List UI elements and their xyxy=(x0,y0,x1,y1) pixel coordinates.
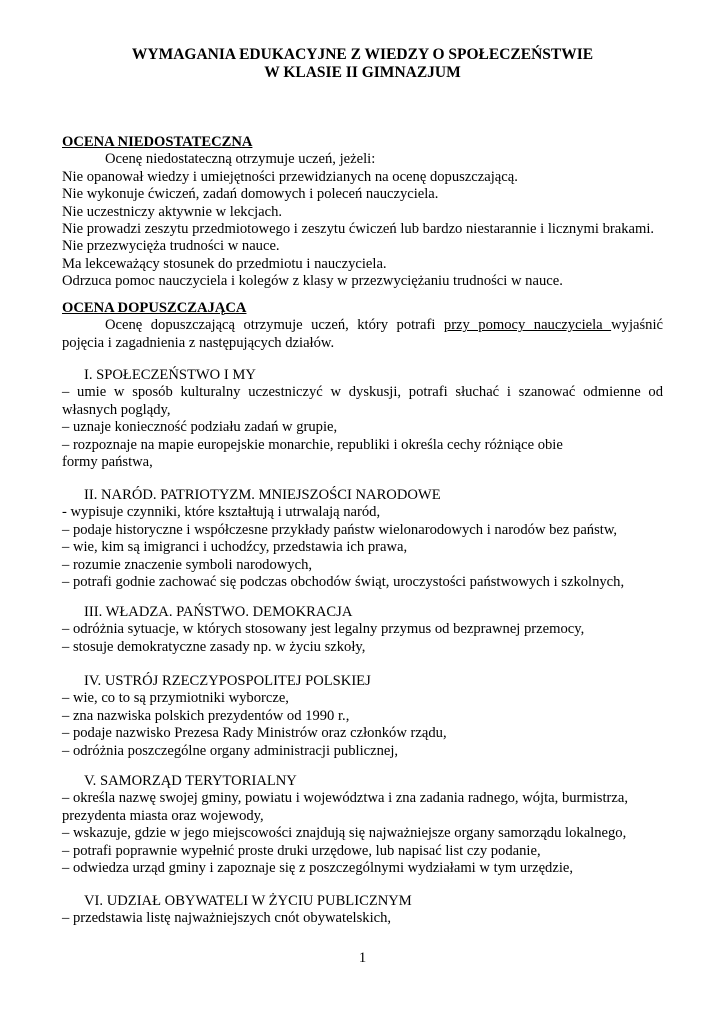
section-samorzad xyxy=(62,773,663,877)
intro-text-a: Ocenę dopuszczającą otrzymuje uczeń, który potrafi xyxy=(105,317,444,334)
list-item: – rozumie znaczenie symboli narodowych, xyxy=(62,556,313,573)
list-item: Nie przezwycięża trudności w nauce. xyxy=(62,238,280,255)
intro-niedostateczna: Ocenę niedostateczną otrzymuje uczeń, jeżeli: xyxy=(105,151,376,168)
document-title xyxy=(0,46,725,82)
list-item: – wie, co to są przymiotniki wyborcze, xyxy=(62,690,289,707)
list-item: - wypisuje czynniki, które kształtują i utrwalają naród, xyxy=(62,504,381,521)
section-title: VI. UDZIAŁ OBYWATELI W ŻYCIU PUBLICZNYM xyxy=(84,893,412,909)
list-item: – podaje historyczne i współczesne przykłady państw wielonarodowych i narodów bez państw, xyxy=(62,521,618,538)
list-item: – stosuje demokratyczne zasady np. w życiu szkoły, xyxy=(62,638,366,655)
heading-niedostateczna: OCENA NIEDOSTATECZNA xyxy=(62,134,253,150)
intro-dopuszczajaca xyxy=(62,317,663,352)
list-item: – uznaje konieczność podziału zadań w grupie, xyxy=(62,419,338,436)
section-title: I. SPOŁECZEŃSTWO I MY xyxy=(84,367,256,383)
section-title: V. SAMORZĄD TERYTORIALNY xyxy=(84,773,297,789)
list-item: Odrzuca pomoc nauczyciela i kolegów z klasy w przezwyciężaniu trudności w nauce. xyxy=(62,273,563,290)
section-ustroj xyxy=(62,673,663,760)
section-narod xyxy=(62,487,663,591)
section-wladza xyxy=(62,604,663,656)
list-item: – umie w sposób kulturalny uczestniczyć w dyskusji, potrafi słuchać i szanować odmienne od własnych poglądy, xyxy=(62,384,663,418)
section-udzial xyxy=(62,893,663,928)
list-item: – wie, kim są imigranci i uchodźcy, przedstawia ich prawa, xyxy=(62,539,408,556)
list-item: – podaje nazwisko Prezesa Rady Ministrów oraz członków rządu, xyxy=(62,725,447,742)
list-item: – wskazuje, gdzie w jego miejscowości znajdują się najważniejsze organy samorządu lokalnego, xyxy=(62,825,627,842)
list-item: – rozpoznaje na mapie europejskie monarchie, republiki i określa cechy różniące obie xyxy=(62,436,563,453)
title-line-1: WYMAGANIA EDUKACYJNE Z WIEDZY O SPOŁECZEŃSTWIE xyxy=(131,46,594,63)
section-spoleczenstwo xyxy=(62,367,663,471)
page-number: 1 xyxy=(358,950,367,966)
list-item: – potrafi godnie zachować się podczas obchodów świąt, uroczystości państwowych i szkolnych, xyxy=(62,574,625,591)
list-item: Nie wykonuje ćwiczeń, zadań domowych i poleceń nauczyciela. xyxy=(62,186,439,203)
list-item: Nie opanował wiedzy i umiejętności przewidzianych na ocenę dopuszczającą. xyxy=(62,168,518,185)
list-item: – odwiedza urząd gminy i zapoznaje się z poszczególnymi wydziałami w tym urzędzie, xyxy=(62,860,573,877)
list-item: formy państwa, xyxy=(62,454,153,471)
list-item: Ma lekceważący stosunek do przedmiotu i nauczyciela. xyxy=(62,255,387,272)
list-item: Nie prowadzi zeszytu przedmiotowego i zeszytu ćwiczeń lub bardzo niestarannie i licznymi brakami. xyxy=(62,221,655,238)
list-item: – potrafi poprawnie wypełnić proste druki urzędowe, lub napisać list czy podanie, xyxy=(62,842,541,859)
section-dopuszczajaca xyxy=(62,300,663,352)
section-title: IV. USTRÓJ RZECZYPOSPOLITEJ POLSKIEJ xyxy=(84,673,371,689)
list-item: – przedstawia listę najważniejszych cnót obywatelskich, xyxy=(62,910,392,927)
list-item: – zna nazwiska polskich prezydentów od 1990 r., xyxy=(62,707,350,724)
list-item: Nie uczestniczy aktywnie w lekcjach. xyxy=(62,203,283,220)
list-item: – odróżnia sytuacje, w których stosowany jest legalny przymus od bezprawnej przemocy, xyxy=(62,621,585,638)
section-title: III. WŁADZA. PAŃSTWO. DEMOKRACJA xyxy=(84,604,353,620)
list-item: – określa nazwę swojej gminy, powiatu i województwa i zna zadania radnego, wójta, burmistrza, prezydenta miasta oraz wojewody, xyxy=(62,790,628,824)
section-niedostateczna xyxy=(62,134,663,291)
list-item: – odróżnia poszczególne organy administracji publicznej, xyxy=(62,742,399,759)
section-title: II. NARÓD. PATRIOTYZM. MNIEJSZOŚCI NARODOWE xyxy=(84,487,441,503)
title-line-2: W KLASIE II GIMNAZJUM xyxy=(264,64,461,81)
intro-underlined: przy pomocy nauczyciela xyxy=(443,317,612,334)
intro-text-b: wyjaśnić pojęcia i zagadnienia z następujących działów. xyxy=(62,317,663,351)
heading-dopuszczajaca: OCENA DOPUSZCZAJĄCA xyxy=(62,300,247,316)
